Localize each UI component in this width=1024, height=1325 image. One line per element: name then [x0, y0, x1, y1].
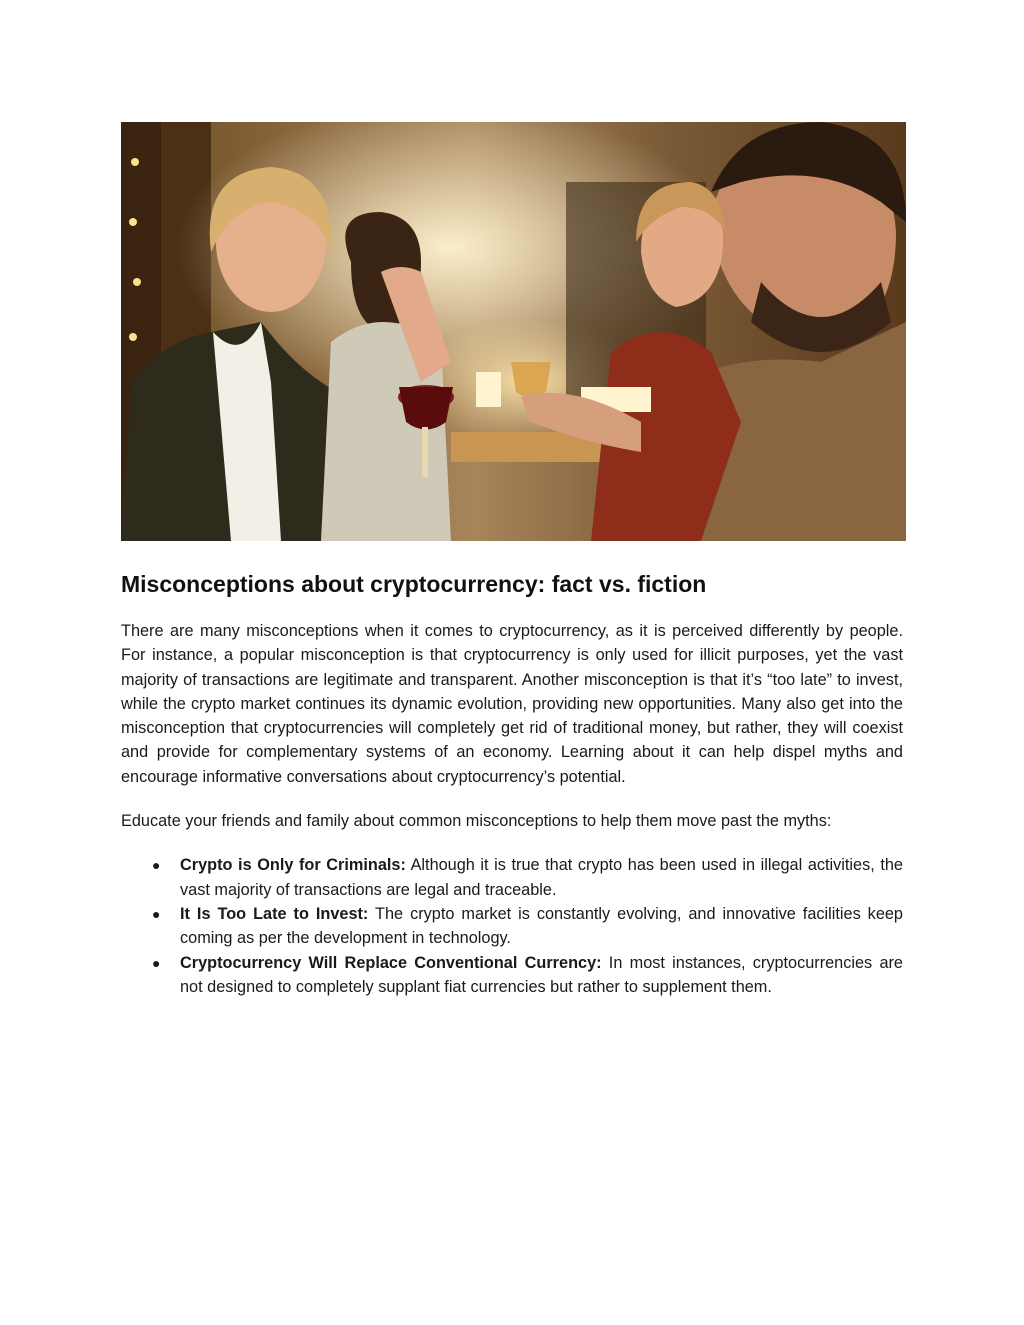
bullet-icon: ●: [152, 954, 161, 971]
list-item-title: Crypto is Only for Criminals:: [180, 856, 406, 875]
document-page: [121, 122, 903, 999]
list-item: [152, 951, 903, 1000]
list-item-text: Although it is true that crypto has been used in illegal activities, the vast majority of transactions are legal and traceable.: [180, 856, 903, 899]
list-item-title: It Is Too Late to Invest:: [180, 904, 369, 923]
photo-friends-drinking-wine-at-party-icon: [121, 122, 906, 541]
educate-paragraph: Educate your friends and family about common misconceptions to help them move past the myths:: [121, 812, 832, 831]
intro-paragraph: There are many misconceptions when it comes to cryptocurrency, as it is perceived differently by people. For instance, a popular misconception is that cryptocurrency is only used for illicit purposes, yet the vast majority of transactions are legitimate and transparent. Another misconception is that it’s “too late” to invest, while the crypto market continues its dynamic evolution, providing new opportunities. Many also get into the misconception that cryptocurrencies will completely get rid of traditional money, but rather, they will coexist and provide for complementary systems of an economy. Learning about it can help dispel myths and encourage informative conversations about cryptocurrency’s potential.: [121, 622, 903, 786]
bullet-icon: ●: [152, 857, 161, 874]
list-item-text: In most instances, cryptocurrencies are not designed to completely supplant fiat currencies but rather to supplement them.: [180, 953, 903, 996]
bullet-icon: ●: [152, 905, 161, 922]
list-item-title: Cryptocurrency Will Replace Conventional Currency:: [180, 953, 602, 972]
list-item: [152, 853, 903, 902]
misconceptions-list: [121, 853, 903, 999]
list-item: [152, 902, 903, 951]
list-item-text: The crypto market is constantly evolving, and innovative facilities keep coming as per the development in technology.: [180, 904, 903, 948]
hero-image: [121, 122, 906, 541]
page-title: Misconceptions about cryptocurrency: fact vs. fiction: [121, 571, 707, 597]
